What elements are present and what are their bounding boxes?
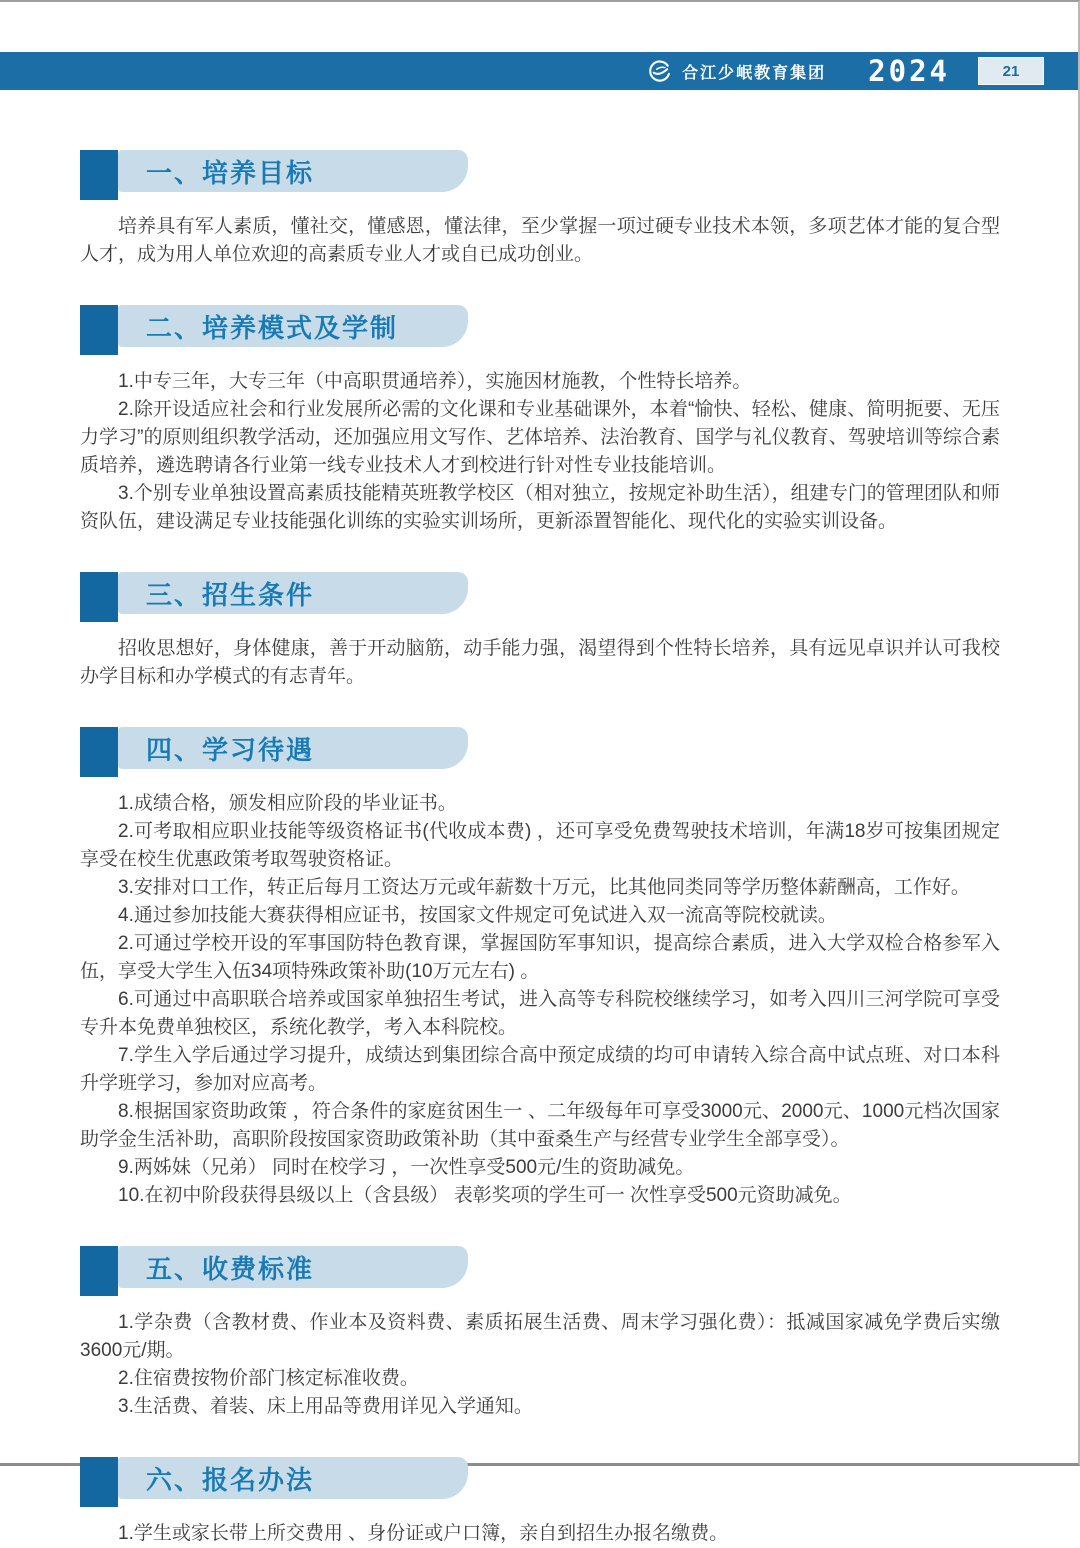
section-title: 一、培养目标: [146, 157, 315, 188]
section-header: [80, 1246, 1000, 1296]
section-title-band: [118, 305, 468, 347]
paragraph: 3.个别专业单独设置高素质技能精英班教学校区（相对独立，按规定补助生活），组建专门的管理团队和师资队伍，建设满足专业技能强化训练的实验实训场所，更新添置智能化、现代化的实验实训设备。: [80, 483, 1000, 532]
section-marker-square: [80, 150, 118, 200]
section-study-benefits: [80, 727, 1000, 1210]
paragraph: 10.在初中阶段获得县级以上（含县级） 表彰奖项的学生可一 次性享受500元资助减免。: [118, 1185, 852, 1206]
section-title-band: [118, 1246, 468, 1288]
section-marker-square: [80, 305, 118, 355]
section-title-band: [118, 572, 468, 614]
top-margin-strip: [0, 2, 1078, 52]
org-name-label: 合江少岷教育集团: [682, 64, 827, 82]
section-title: 二、培养模式及学制: [146, 312, 399, 343]
paragraph: 2.除开设适应社会和行业发展所必需的文化课和专业基础课外，本着“愉快、轻松、健康、简明扼要、无压力学习”的原则组织教学活动，还加强应用文写作、艺体培养、法治教育、国学与礼仪教育、驾驶培训等综合素质培养，遴选聘请各行业第一线专业技术人才到校进行针对性专业技能培训。: [80, 399, 1000, 476]
paragraph: 1.成绩合格，颁发相应阶段的毕业证书。: [118, 793, 457, 814]
section-marker-square: [80, 727, 118, 777]
page-header-bar: [0, 52, 1078, 90]
section-header: [80, 305, 1000, 355]
org-logo-icon: [644, 56, 674, 86]
section-title: 四、学习待遇: [146, 734, 315, 765]
section-marker-square: [80, 1457, 118, 1507]
paragraph: 培养具有军人素质，懂社交，懂感恩，懂法律，至少掌握一项过硬专业技术本领，多项艺体才能的复合型人才，成为用人单位欢迎的高素质专业人才或自已成功创业。: [80, 216, 1000, 265]
section-header: [80, 150, 1000, 200]
year-label: 2024: [868, 54, 950, 88]
section-title: 五、收费标准: [146, 1253, 315, 1284]
section-title-band: [118, 1457, 468, 1499]
section-header: [80, 1457, 1000, 1507]
paragraph: 8.根据国家资助政策 ，符合条件的家庭贫困生一 、二年级每年可享受3000元、2000元、1000元档次国家助学金生活补助，高职阶段按国家资助政策补助（其中蚕桑生产与经营专业学生全部享受）。: [80, 1101, 1000, 1150]
paragraph: 1.学杂费（含教材费、作业本及资料费、素质拓展生活费、周末学习强化费）：抵减国家减免学费后实缴3600元/期。: [80, 1312, 1000, 1361]
brand: [644, 56, 826, 86]
paragraph: 2.可通过学校开设的军事国防特色教育课，掌握国防军事知识，提高综合素质，进入大学双检合格参军入伍，享受大学生入伍34项特殊政策补助(10万元左右) 。: [80, 933, 1000, 982]
section-training-goal: [80, 150, 1000, 269]
paragraph: 9.两姊妹（兄弟） 同时在校学习 ，一次性享受500元/生的资助减免。: [118, 1157, 695, 1178]
page-content: [0, 90, 1078, 1548]
paragraph: 6.可通过中高职联合培养或国家单独招生考试，进入高等专科院校继续学习，如考入四川三河学院可享受专升本免费单独校区，系统化教学，考入本科院校。: [80, 989, 1000, 1038]
paragraph: 招收思想好，身体健康，善于开动脑筋，动手能力强，渴望得到个性特长培养，具有远见卓识并认可我校办学目标和办学模式的有志青年。: [80, 638, 1000, 687]
section-title-band: [118, 727, 468, 769]
section-header: [80, 727, 1000, 777]
section-admission-conditions: [80, 572, 1000, 691]
paragraph: 3.安排对口工作，转正后每月工资达万元或年薪数十万元，比其他同类同等学历整体薪酬高，工作好。: [118, 877, 970, 898]
section-header: [80, 572, 1000, 622]
paragraph: 2.住宿费按物价部门核定标准收费。: [118, 1368, 419, 1389]
paragraph: 7.学生入学后通过学习提升，成绩达到集团综合高中预定成绩的均可申请转入综合高中试点班、对口本科升学班学习，参加对应高考。: [80, 1045, 1000, 1094]
paragraph: 1.中专三年，大专三年（中高职贯通培养），实施因材施教，个性特长培养。: [118, 371, 752, 392]
section-title: 六、报名办法: [146, 1464, 315, 1495]
section-training-mode: [80, 305, 1000, 536]
page-number-badge: 21: [978, 57, 1044, 85]
section-fee-standards: [80, 1246, 1000, 1421]
section-registration-method: [80, 1457, 1000, 1548]
section-marker-square: [80, 572, 118, 622]
paragraph: 3.生活费、着装、床上用品等费用详见入学通知。: [118, 1396, 533, 1417]
section-title: 三、招生条件: [146, 579, 315, 610]
section-title-band: [118, 150, 468, 192]
paragraph: 4.通过参加技能大赛获得相应证书，按国家文件规定可免试进入双一流高等院校就读。: [118, 905, 837, 926]
section-marker-square: [80, 1246, 118, 1296]
paragraph: 2.可考取相应职业技能等级资格证书(代收成本费) ，还可享受免费驾驶技术培训，年满18岁可按集团规定享受在校生优惠政策考取驾驶资格证。: [80, 821, 1000, 870]
paragraph: 1.学生或家长带上所交费用 、身份证或户口簿，亲自到招生办报名缴费。: [118, 1523, 729, 1544]
